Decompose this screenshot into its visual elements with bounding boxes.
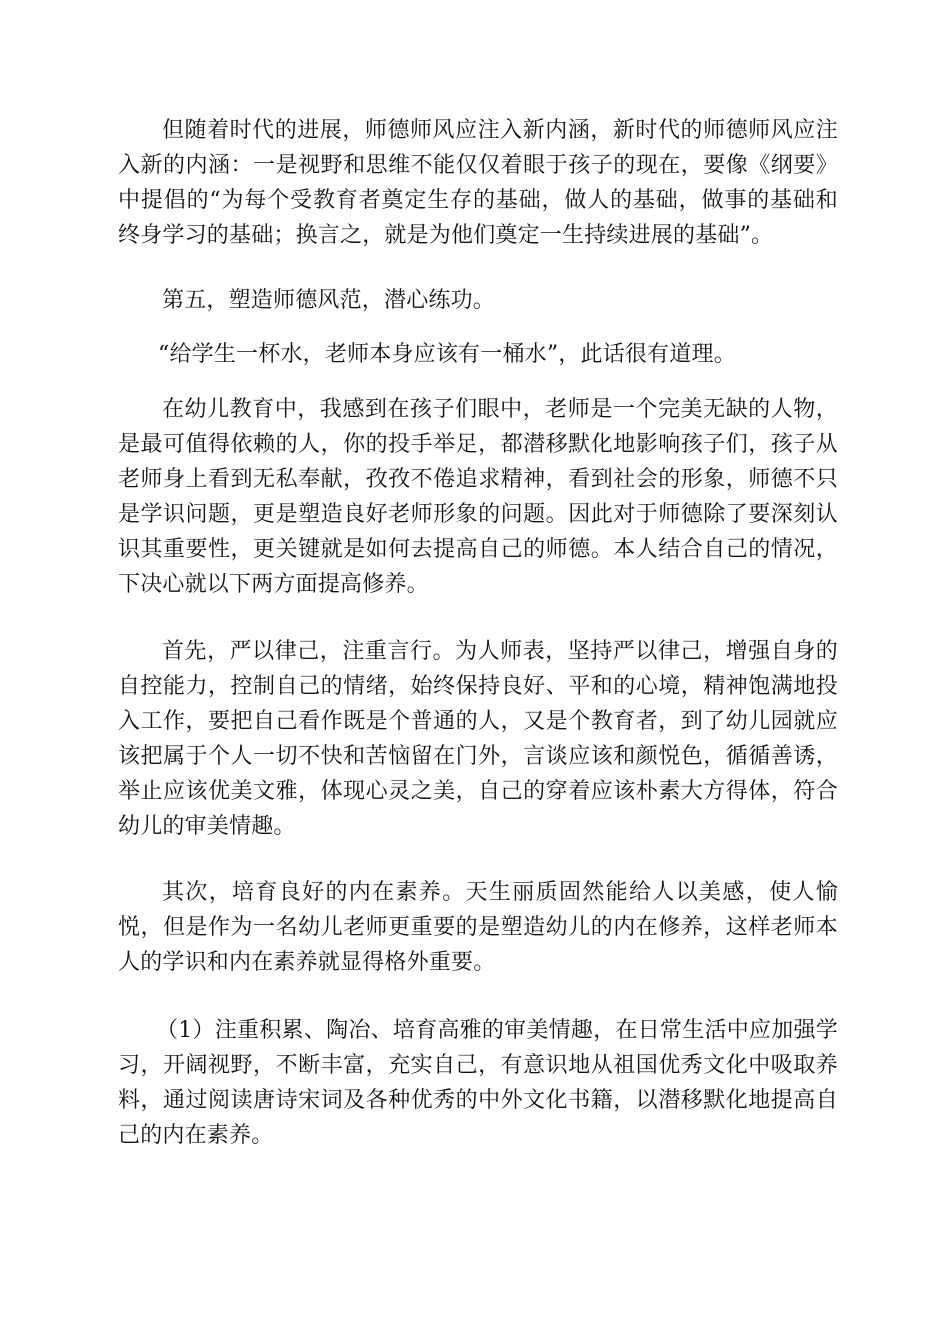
paragraph-fifth-point: 第五，塑造师德风范，潜心练功。 [162, 288, 496, 313]
paragraph-era-development: 但随着时代的进展，师德师风应注入新内涵，新时代的师德师风应注入新的内涵：一是视野和思维不能仅仅着眼于孩子的现在，要像《纲要》中提倡的“为每个受教育者奠定生存的基础，做人的基础，做事的基础和终身学习的基础；换言之，就是为他们奠定一生持续进展的基础”。 [118, 118, 838, 248]
paragraph-inner-quality: 其次，培育良好的内在素养。天生丽质固然能给人以美感，使人愉悦，但是作为一名幼儿老师更重要的是塑造幼儿的内在修养，这样老师本人的学识和内在素养就显得格外重要。 [118, 880, 838, 975]
paragraph-early-childhood-education: 在幼儿教育中，我感到在孩子们眼中，老师是一个完美无缺的人物，是最可值得依赖的人，你的投手举足，都潜移默化地影响孩子们，孩子从老师身上看到无私奉献，孜孜不倦追求精神，看到社会的形象，师德不只是学识问题，更是塑造良好老师形象的问题。因此对于师德除了要深刻认识其重要性，更关键就是如何去提高自己的师德。本人结合自己的情况，下决心就以下两方面提高修养。 [118, 397, 838, 597]
paragraph-aesthetic-cultivation: （1）注重积累、陶冶、培育高雅的审美情趣，在日常生活中应加强学习，开阔视野，不断丰富，充实自己，有意识地从祖国优秀文化中吸取养料，通过阅读唐诗宋词及各种优秀的中外文化书籍，以潜移默化地提高自己的内在素养。 [118, 1018, 838, 1148]
paragraph-bucket-of-water-quote: “给学生一杯水，老师本身应该有一桶水”，此话很有道理。 [158, 342, 736, 367]
paragraph-self-discipline: 首先，严以律己，注重言行。为人师表，坚持严以律己，增强自身的自控能力，控制自己的情绪，始终保持良好、平和的心境，精神饱满地投入工作，要把自己看作既是个普通的人，又是个教育者，到了幼儿园就应该把属于个人一切不快和苦恼留在门外，言谈应该和颜悦色，循循善诱，举止应该优美文雅，体现心灵之美，自己的穿着应该朴素大方得体，符合幼儿的审美情趣。 [118, 639, 838, 839]
